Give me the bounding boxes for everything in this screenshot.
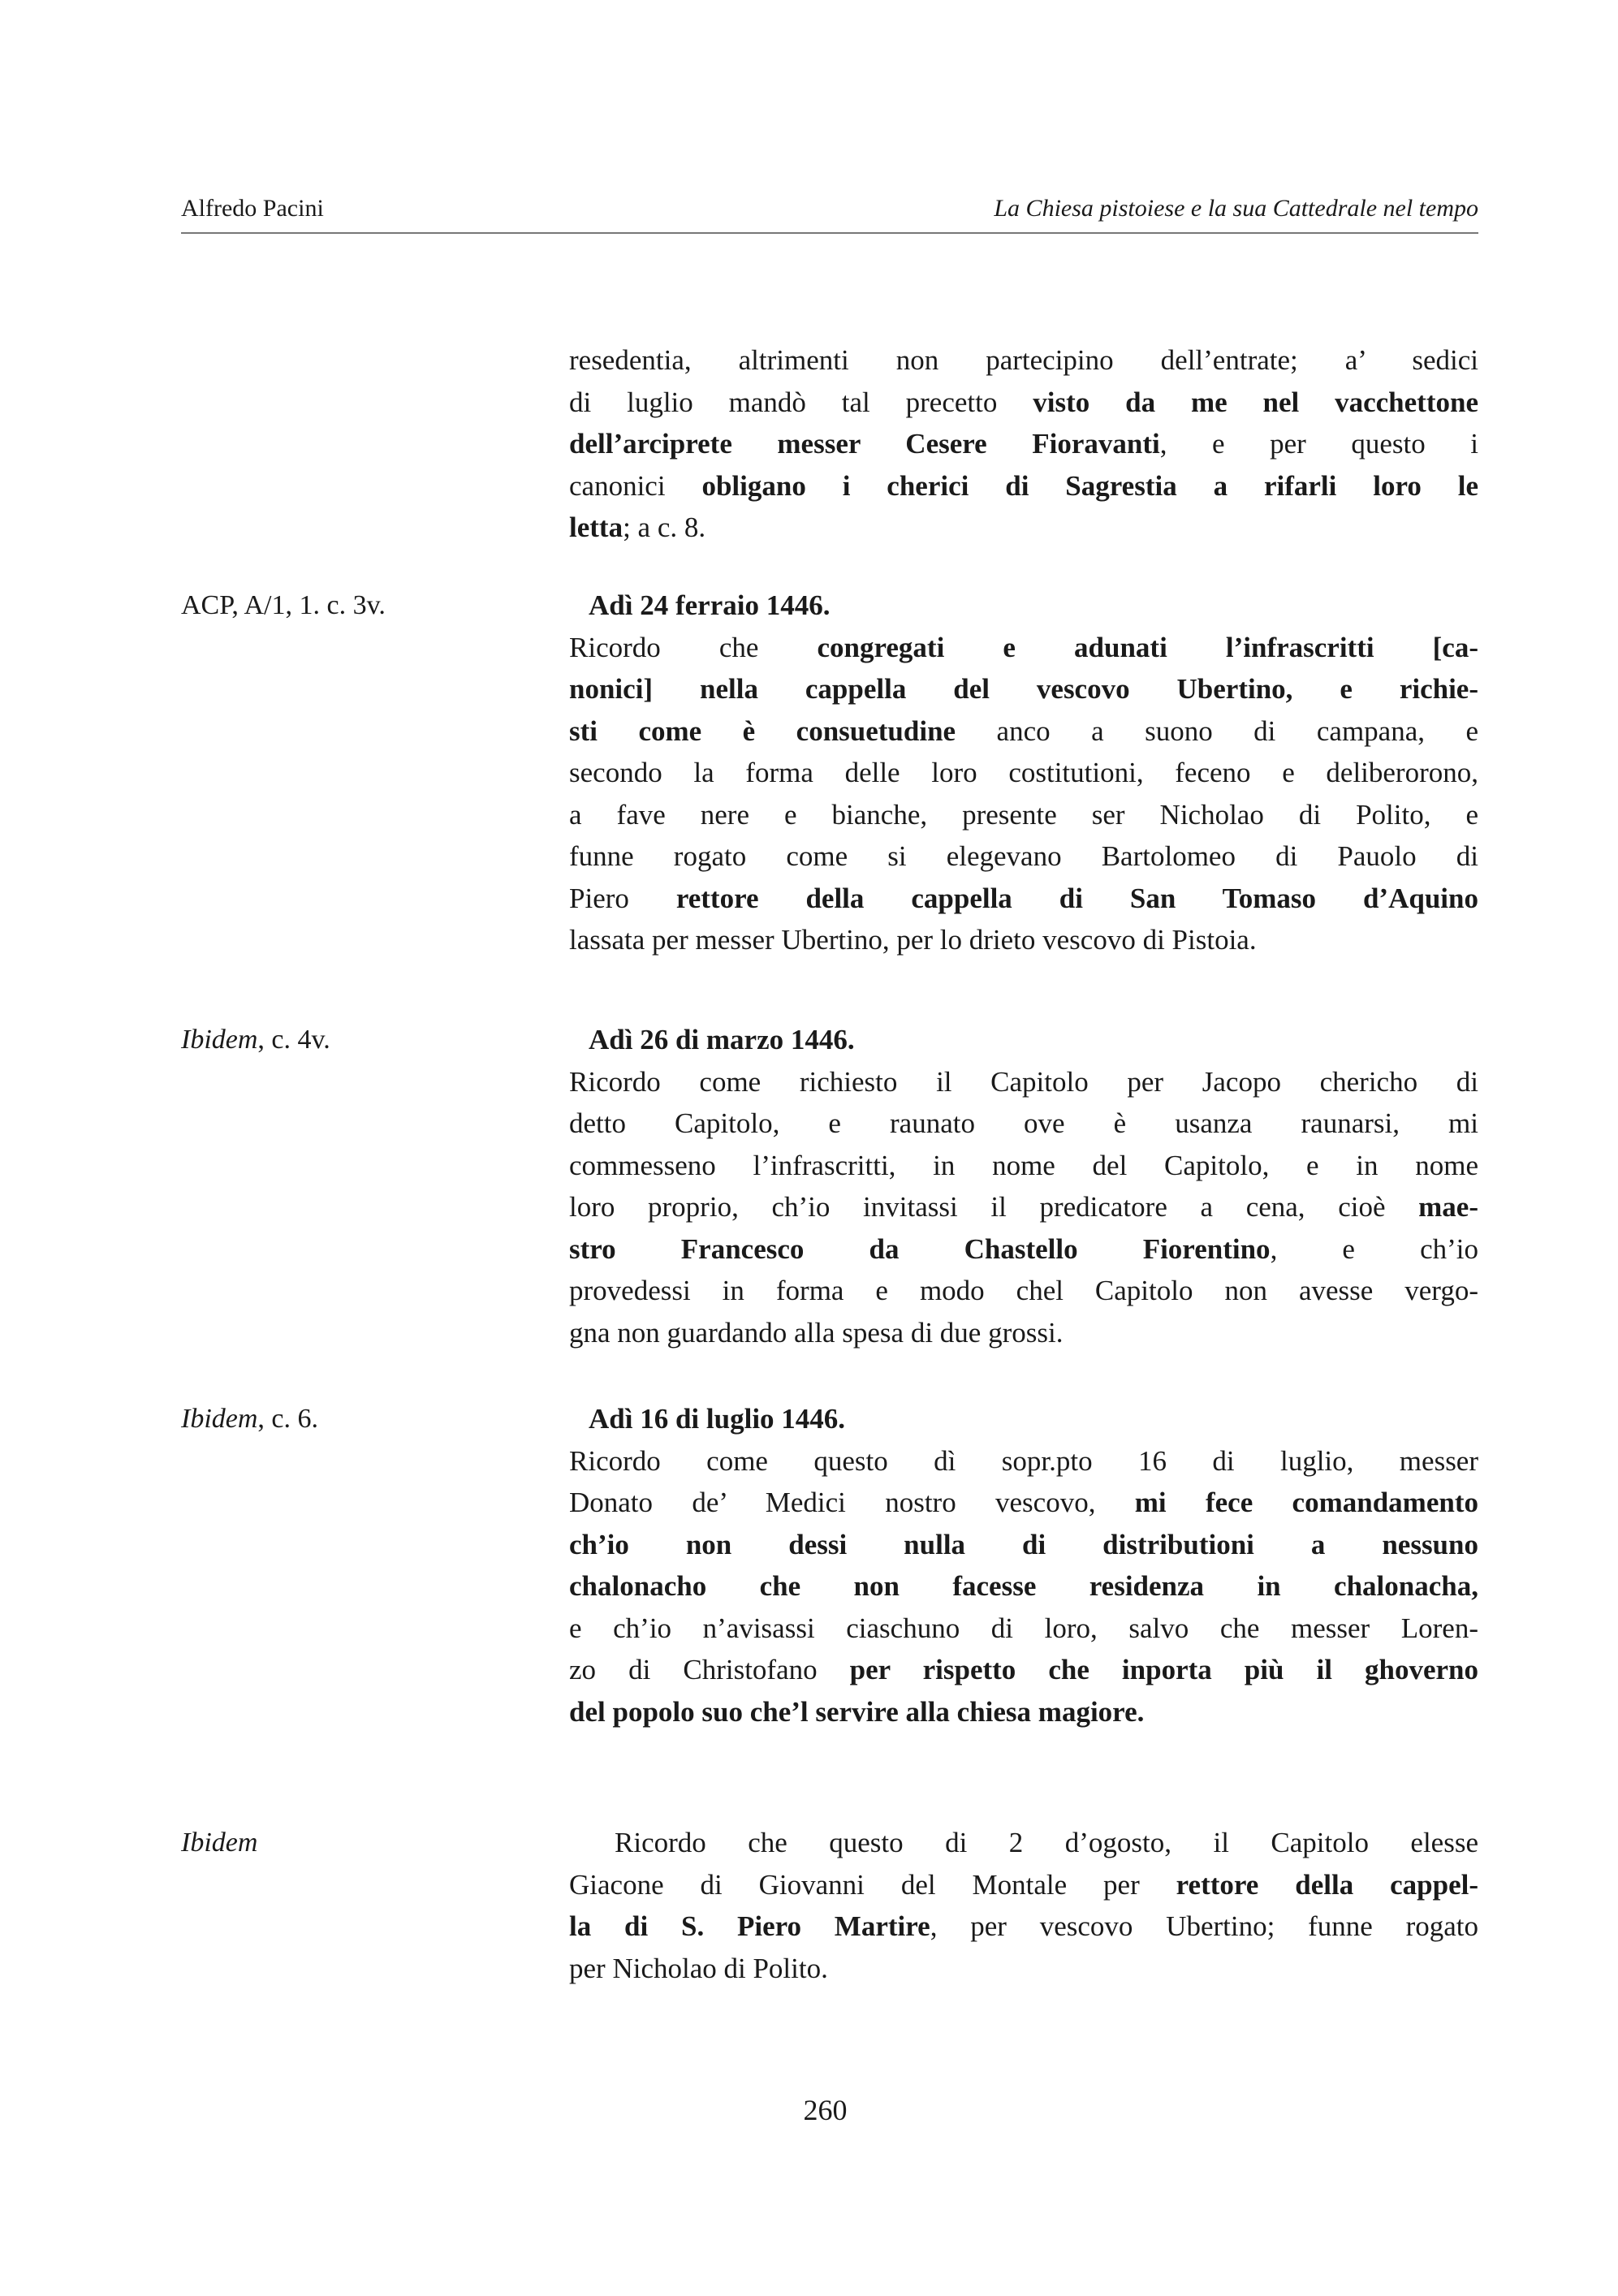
text-line <box>569 1864 1478 1906</box>
bold-text: chalonacho che non facesse residenza in chalonacha, <box>569 1570 1478 1602</box>
text-segment: Donato de’ Medici nostro vescovo, <box>569 1487 1135 1518</box>
bold-text: mi fece comandamento <box>1134 1487 1478 1518</box>
text-line <box>569 1228 1478 1271</box>
text-segment: Ricordo che <box>569 631 818 663</box>
entry-heading: Adì 24 ferraio 1446. <box>589 589 831 621</box>
text-segment: secondo la forma delle loro costitutioni, feceno e deliberorono, <box>569 757 1478 788</box>
bold-text: del popolo suo che’l servire alla chiesa magiore. <box>569 1695 1145 1728</box>
bold-text: letta <box>569 511 623 543</box>
text-line <box>569 919 1478 961</box>
text-line <box>569 1905 1478 1948</box>
bold-text: dell’arciprete messer Cesere Fioravanti <box>569 428 1160 460</box>
text-line <box>569 1524 1478 1566</box>
note-ref: , c. 4v. <box>257 1025 330 1055</box>
text-line <box>569 1691 1478 1733</box>
running-header-author: Alfredo Pacini <box>181 195 324 222</box>
text-line <box>569 382 1478 424</box>
margin-note <box>181 1822 257 1864</box>
text-line <box>569 1482 1478 1524</box>
text-line <box>569 465 1478 507</box>
text-segment: loro proprio, ch’io invitassi il predicatore a cena, cioè <box>569 1191 1419 1223</box>
text-line <box>569 752 1478 794</box>
text-segment: commesseno l’infrascritti, in nome del Capitolo, e in nome <box>569 1149 1478 1181</box>
text-line <box>569 1312 1478 1354</box>
text-segment: e ch’io n’avisassi ciaschuno di loro, salvo che messer Loren- <box>569 1612 1478 1644</box>
bold-text: sti come è consuetudine <box>569 714 956 747</box>
text-line <box>569 1649 1478 1691</box>
text-line <box>569 878 1478 920</box>
text-segment: a fave nere e bianche, presente ser Nicholao di Polito, e <box>569 798 1478 831</box>
text-segment: , per vescovo Ubertino; funne rogato <box>930 1910 1478 1942</box>
bold-text: mae- <box>1418 1191 1478 1223</box>
text-segment: funne rogato come si elegevano Bartolomeo di Pauolo di <box>569 840 1478 872</box>
bold-text: ch’io non dessi nulla di distributioni a nessuno <box>569 1528 1478 1560</box>
bold-text: rettore della cappel- <box>1176 1868 1478 1901</box>
text-block <box>569 585 1478 961</box>
text-segment: provedessi in forma e modo chel Capitolo non avesse vergo- <box>569 1275 1478 1306</box>
text-line <box>569 668 1478 710</box>
margin-note <box>181 1398 318 1440</box>
text-line <box>569 1103 1478 1145</box>
text-segment: , e ch’io <box>1270 1232 1478 1265</box>
text-segment: ; a c. 8. <box>623 511 706 543</box>
page-number: 260 <box>803 2094 848 2126</box>
text-segment: , e per questo i <box>1159 428 1478 460</box>
text-line <box>569 507 1478 549</box>
note-source: Ibidem <box>181 1025 258 1055</box>
margin-note <box>181 585 386 627</box>
text-segment: canonici <box>569 469 702 502</box>
text-segment: Piero <box>569 882 676 914</box>
text-line <box>569 1440 1478 1482</box>
text-segment: Ricordo che questo di 2 d’ogosto, il Capitolo elesse <box>615 1827 1478 1858</box>
note-source: Ibidem <box>181 1404 258 1434</box>
text-line <box>569 627 1478 669</box>
text-line <box>569 1948 1478 1990</box>
entry-heading: Adì 16 di luglio 1446. <box>589 1403 846 1435</box>
text-line <box>569 1822 1478 1864</box>
bold-text: per rispetto che inporta più il ghoverno <box>849 1654 1478 1685</box>
note-ref: , c. 6. <box>257 1404 319 1434</box>
text-segment: di luglio mandò tal precetto <box>569 386 1033 418</box>
text-line <box>569 1061 1478 1103</box>
text-segment: Giacone di Giovanni del Montale per <box>569 1868 1176 1901</box>
text-segment: Ricordo come questo dì sopr.pto 16 di luglio, messer <box>569 1444 1478 1477</box>
text-line <box>569 339 1478 382</box>
entry-heading: Adì 26 di marzo 1446. <box>589 1024 855 1055</box>
bold-text: nonici] nella cappella del vescovo Ubertino, e richie- <box>569 673 1478 705</box>
margin-note <box>181 1019 330 1061</box>
bold-text: rettore della cappella di San Tomaso d’Aquino <box>675 882 1478 914</box>
bold-text: la di S. Piero Martire <box>569 1910 930 1942</box>
bold-text: obligano i cherici di Sagrestia a rifarli loro le <box>701 469 1478 502</box>
text-segment: anco a suono di campana, e <box>956 714 1478 747</box>
text-segment: zo di Christofano <box>569 1654 850 1685</box>
text-segment: Ricordo come richiesto il Capitolo per Jacopo chericho di <box>569 1065 1478 1098</box>
note-ref: ACP, A/1, 1. c. 3v. <box>181 590 386 620</box>
text-line <box>569 423 1478 465</box>
text-line <box>569 1186 1478 1228</box>
text-segment: lassata per messer Ubertino, per lo drieto vescovo di Pistoia. <box>569 924 1257 956</box>
text-block <box>569 1019 1478 1353</box>
text-line <box>569 1565 1478 1608</box>
text-segment: detto Capitolo, e raunato ove è usanza raunarsi, mi <box>569 1107 1478 1139</box>
text-line <box>569 1270 1478 1312</box>
text-block <box>569 339 1478 549</box>
text-line <box>569 835 1478 878</box>
text-block <box>569 1398 1478 1733</box>
header-rule <box>181 232 1478 234</box>
text-segment: resedentia, altrimenti non partecipino dell’entrate; a’ sedici <box>569 344 1478 376</box>
text-line <box>569 710 1478 753</box>
bold-text: congregati e adunati l’infrascritti [ca- <box>817 631 1479 663</box>
text-segment: gna non guardando alla spesa di due grossi. <box>569 1316 1064 1349</box>
text-line <box>569 1145 1478 1187</box>
running-header-title: La Chiesa pistoiese e la sua Cattedrale nel tempo <box>994 195 1478 222</box>
text-segment: per Nicholao di Polito. <box>569 1952 828 1984</box>
text-block <box>569 1822 1478 1989</box>
note-source: Ibidem <box>181 1828 258 1858</box>
text-line <box>569 794 1478 836</box>
text-line <box>569 1608 1478 1650</box>
bold-text: visto da me nel vacchettone <box>1033 386 1478 418</box>
bold-text: stro Francesco da Chastello Fiorentino <box>569 1232 1271 1265</box>
